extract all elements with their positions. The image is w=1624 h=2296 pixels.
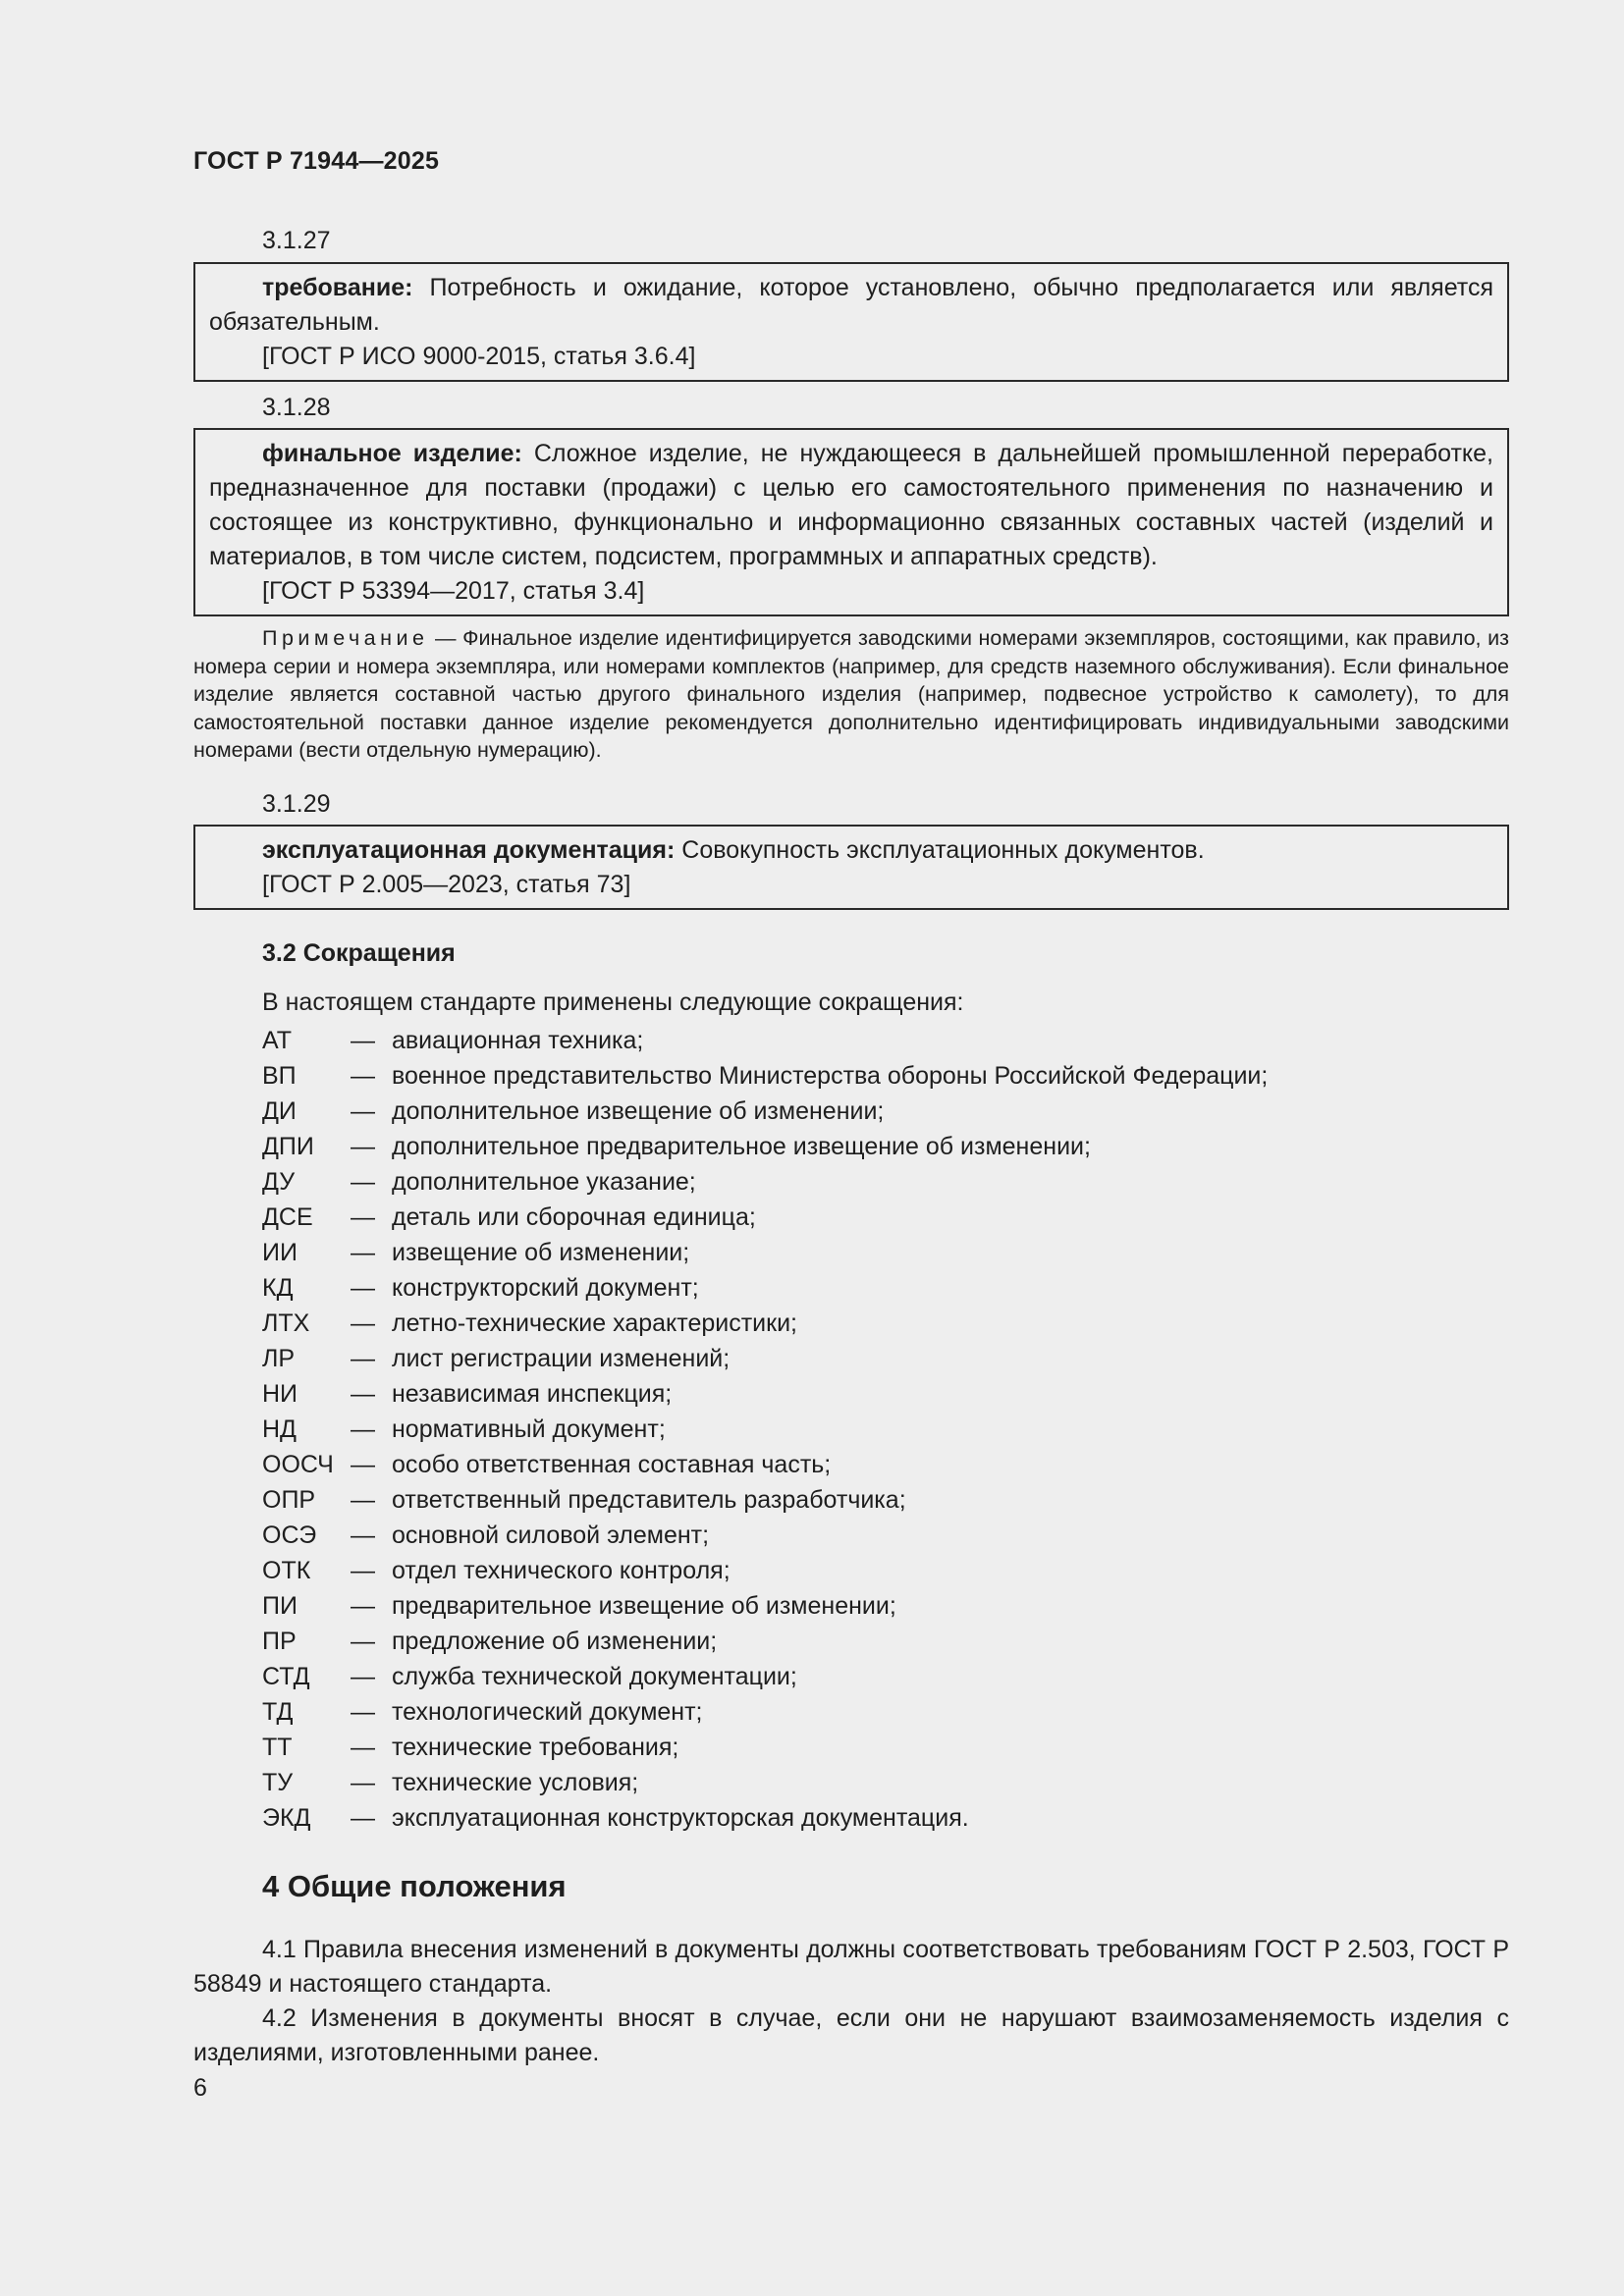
abbreviation-item (262, 1800, 1268, 1836)
abbreviations-list (262, 1023, 1268, 1836)
section-title-abbreviations: 3.2 Сокращения (262, 939, 456, 967)
abbreviation-text: независимая инспекция; (392, 1380, 673, 1408)
note (193, 624, 1509, 765)
abbreviation-code: ТД (262, 1698, 294, 1726)
abbreviation-code: ДИ (262, 1097, 297, 1125)
abbreviation-dash: — (351, 1027, 375, 1054)
abbreviation-item (262, 1058, 1268, 1094)
abbreviation-code: ОПР (262, 1486, 316, 1514)
abbreviation-text: технические требования; (392, 1734, 679, 1761)
abbreviation-text: дополнительное указание; (392, 1168, 696, 1196)
abbreviation-code: ТУ (262, 1769, 294, 1796)
abbreviation-dash: — (351, 1628, 375, 1655)
note-text: Финальное изделие идентифицируется заводскими номерами экземпляров, состоящими, как правило, из номера серии и номера экземпляра, или номерами комплектов (например, для средств наземного обслуживания). Если финальное изделие является составной частью другого финального изделия (например, подвесное устройство к самолету), то для самостоятельной поставки данное изделие рекомендуется дополнительно идентифицировать индивидуальными заводскими номерами (вести отдельную нумерацию). (193, 626, 1509, 762)
abbreviation-code: ОСЭ (262, 1522, 317, 1549)
abbreviation-item (262, 1235, 1268, 1270)
abbreviation-code: ПР (262, 1628, 297, 1655)
abbreviation-text: военное представительство Министерства обороны Российской Федерации; (392, 1062, 1269, 1090)
term-source: [ГОСТ Р 2.005—2023, статья 73] (262, 871, 631, 898)
abbreviation-item (262, 1164, 1268, 1200)
abbreviation-text: деталь или сборочная единица; (392, 1203, 756, 1231)
abbreviation-dash: — (351, 1804, 375, 1832)
abbreviation-code: ЭКД (262, 1804, 311, 1832)
abbreviation-dash: — (351, 1062, 375, 1090)
term-number: 3.1.27 (262, 227, 331, 254)
abbreviation-code: ОТК (262, 1557, 311, 1584)
term-source: [ГОСТ Р ИСО 9000-2015, статья 3.6.4] (262, 343, 696, 370)
abbreviation-dash: — (351, 1451, 375, 1478)
term-definition: Потребность и ожидание, которое установлено, обычно предполагается или является обязательным. (209, 274, 1493, 336)
abbreviation-item (262, 1518, 1268, 1553)
abbreviation-dash: — (351, 1203, 375, 1231)
abbreviation-code: АТ (262, 1027, 292, 1054)
term-definition: Совокупность эксплуатационных документов. (681, 836, 1205, 864)
abbreviation-dash: — (351, 1769, 375, 1796)
abbreviation-dash: — (351, 1415, 375, 1443)
abbreviation-dash: — (351, 1345, 375, 1372)
abbreviation-code: ТТ (262, 1734, 293, 1761)
abbreviation-text: служба технической документации; (392, 1663, 797, 1690)
abbreviations-intro: В настоящем стандарте применены следующие сокращения: (262, 988, 964, 1016)
abbreviation-item (262, 1694, 1268, 1730)
abbreviation-item (262, 1023, 1268, 1058)
note-label: Примечание (262, 626, 429, 650)
abbreviation-text: нормативный документ; (392, 1415, 666, 1443)
abbreviation-code: НД (262, 1415, 297, 1443)
abbreviation-item (262, 1412, 1268, 1447)
abbreviation-dash: — (351, 1557, 375, 1584)
abbreviation-text: извещение об изменении; (392, 1239, 690, 1266)
abbreviation-item (262, 1094, 1268, 1129)
abbreviation-item (262, 1376, 1268, 1412)
abbreviation-code: ПИ (262, 1592, 298, 1620)
abbreviation-text: основной силовой элемент; (392, 1522, 710, 1549)
paragraph-4-2: 4.2 Изменения в документы вносят в случае, если они не нарушают взаимозаменяемость изделия с изделиями, изготовленными ранее. (193, 2004, 1509, 2066)
abbreviation-item (262, 1306, 1268, 1341)
abbreviation-text: дополнительное извещение об изменении; (392, 1097, 885, 1125)
abbreviation-dash: — (351, 1274, 375, 1302)
document-page (193, 0, 1509, 2296)
abbreviation-item (262, 1624, 1268, 1659)
abbreviation-code: ООСЧ (262, 1451, 334, 1478)
abbreviation-text: дополнительное предварительное извещение об изменении; (392, 1133, 1091, 1160)
page-number: 6 (193, 2074, 207, 2102)
abbreviation-text: ответственный представитель разработчика; (392, 1486, 906, 1514)
abbreviation-dash: — (351, 1592, 375, 1620)
term-number: 3.1.28 (262, 394, 331, 421)
note-dash: — (435, 626, 457, 650)
abbreviation-item (262, 1765, 1268, 1800)
section-title-general: 4 Общие положения (262, 1869, 567, 1903)
abbreviation-dash: — (351, 1698, 375, 1726)
abbreviation-text: предварительное извещение об изменении; (392, 1592, 896, 1620)
term-definition-line (209, 833, 1493, 868)
abbreviation-dash: — (351, 1168, 375, 1196)
term-name: требование: (262, 274, 413, 301)
abbreviation-code: КД (262, 1274, 294, 1302)
abbreviation-item (262, 1200, 1268, 1235)
abbreviation-item (262, 1553, 1268, 1588)
abbreviation-text: предложение об изменении; (392, 1628, 718, 1655)
abbreviation-text: авиационная техника; (392, 1027, 644, 1054)
abbreviation-dash: — (351, 1734, 375, 1761)
abbreviation-text: технологический документ; (392, 1698, 703, 1726)
abbreviation-code: ИИ (262, 1239, 298, 1266)
term-box (193, 262, 1509, 382)
abbreviation-item (262, 1482, 1268, 1518)
abbreviation-item (262, 1730, 1268, 1765)
abbreviation-code: СТД (262, 1663, 310, 1690)
abbreviation-item (262, 1270, 1268, 1306)
abbreviation-dash: — (351, 1486, 375, 1514)
abbreviation-code: НИ (262, 1380, 298, 1408)
term-source: [ГОСТ Р 53394—2017, статья 3.4] (262, 577, 645, 605)
abbreviation-code: ДПИ (262, 1133, 314, 1160)
term-name: финальное изделие: (262, 440, 522, 467)
abbreviation-code: ДУ (262, 1168, 296, 1196)
abbreviation-code: ЛР (262, 1345, 296, 1372)
abbreviation-dash: — (351, 1380, 375, 1408)
term-definition: Сложное изделие, не нуждающееся в дальнейшей промышленной переработке, предназначенное для поставки (продажи) с целью его самостоятельного применения по назначению и состоящее из конструктивно, функционально и информационно связанных составных частей (изделий и материалов, в том числе систем, подсистем, программных и аппаратных средств). (209, 440, 1493, 570)
abbreviation-dash: — (351, 1309, 375, 1337)
abbreviation-dash: — (351, 1663, 375, 1690)
term-box (193, 825, 1509, 910)
abbreviation-code: ДСЕ (262, 1203, 313, 1231)
abbreviation-item (262, 1588, 1268, 1624)
abbreviation-code: ЛТХ (262, 1309, 310, 1337)
abbreviation-text: эксплуатационная конструкторская документация. (392, 1804, 969, 1832)
abbreviation-code: ВП (262, 1062, 297, 1090)
abbreviation-text: особо ответственная составная часть; (392, 1451, 832, 1478)
term-box (193, 428, 1509, 616)
document-header: ГОСТ Р 71944—2025 (193, 147, 440, 175)
abbreviation-dash: — (351, 1133, 375, 1160)
abbreviation-text: конструкторский документ; (392, 1274, 699, 1302)
abbreviation-item (262, 1447, 1268, 1482)
abbreviation-text: технические условия; (392, 1769, 639, 1796)
abbreviation-item (262, 1341, 1268, 1376)
term-name: эксплуатационная документация: (262, 836, 676, 864)
paragraph-4-1: 4.1 Правила внесения изменений в документы должны соответствовать требованиям ГОСТ Р 2.503, ГОСТ Р 58849 и настоящего стандарта. (193, 1936, 1509, 1998)
abbreviation-dash: — (351, 1522, 375, 1549)
abbreviation-text: летно-технические характеристики; (392, 1309, 797, 1337)
abbreviation-text: отдел технического контроля; (392, 1557, 731, 1584)
abbreviation-item (262, 1129, 1268, 1164)
term-definition-line (209, 437, 1493, 574)
abbreviation-dash: — (351, 1239, 375, 1266)
term-number: 3.1.29 (262, 790, 331, 818)
term-definition-line (209, 271, 1493, 340)
abbreviation-dash: — (351, 1097, 375, 1125)
abbreviation-text: лист регистрации изменений; (392, 1345, 731, 1372)
abbreviation-item (262, 1659, 1268, 1694)
